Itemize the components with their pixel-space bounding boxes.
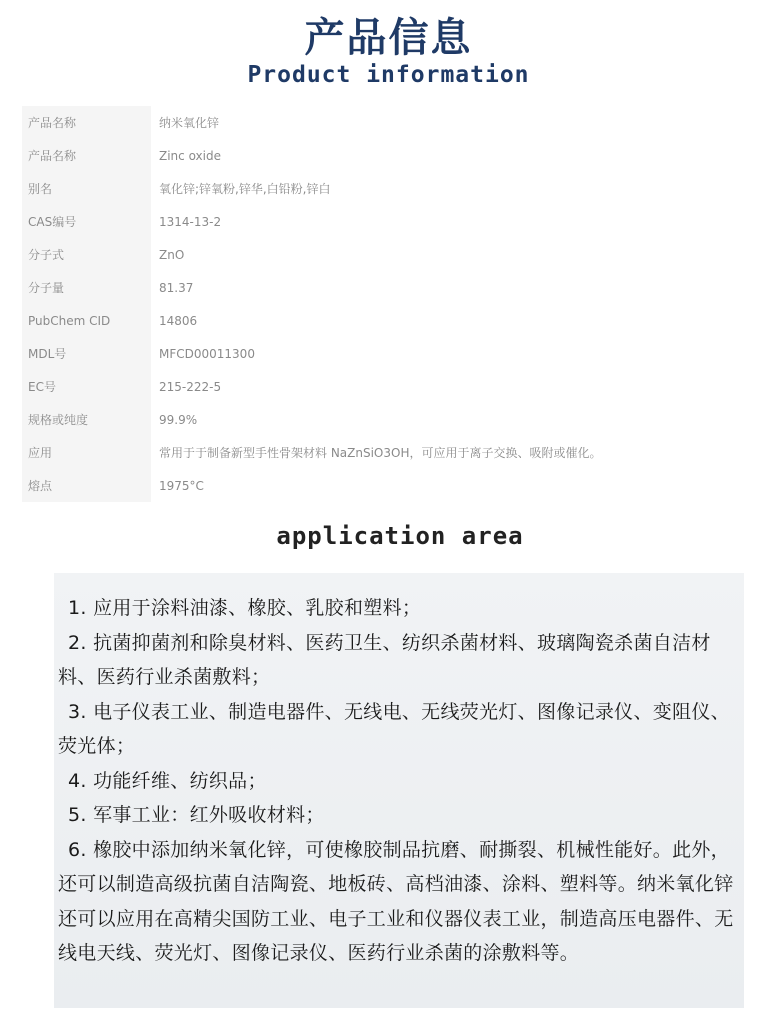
info-row: [22, 139, 755, 172]
info-label: 熔点: [22, 469, 151, 502]
page-title-cn: 产品信息: [304, 15, 473, 61]
info-value: 14806: [159, 313, 198, 328]
info-row: [22, 436, 755, 469]
info-value: MFCD00011300: [159, 346, 255, 361]
info-row: [22, 205, 755, 238]
application-item: 2. 抗菌抑菌剂和除臭材料、医药卫生、纺织杀菌材料、玻璃陶瓷杀菌自洁材料、医药行业杀菌敷料；: [58, 631, 711, 688]
info-label: 产品名称: [22, 139, 151, 172]
product-info-table: [22, 106, 755, 502]
info-value: 常用于于制备新型手性骨架材料 NaZnSiO3OH，可应用于离子交换、吸附或催化。: [159, 446, 602, 460]
info-value: 氧化锌;锌氧粉,锌华,白铅粉,锌白: [159, 182, 331, 196]
info-label: MDL号: [22, 337, 151, 370]
info-label: 分子式: [22, 238, 151, 271]
info-label: EC号: [22, 370, 151, 403]
info-value: 81.37: [159, 280, 194, 295]
info-label: 产品名称: [22, 106, 151, 139]
info-value: 1314-13-2: [159, 214, 222, 229]
info-row: [22, 337, 755, 370]
application-item: 3. 电子仪表工业、制造电器件、无线电、无线荧光灯、图像记录仪、变阻仪、荧光体；: [58, 700, 730, 757]
info-row: [22, 370, 755, 403]
info-row: [22, 106, 755, 139]
application-area-title: application area: [276, 522, 524, 550]
info-row: [22, 172, 755, 205]
info-label: 分子量: [22, 271, 151, 304]
info-label: 应用: [22, 436, 151, 469]
product-info-body: [22, 106, 755, 502]
info-row: [22, 469, 755, 502]
info-row: [22, 271, 755, 304]
info-row: [22, 403, 755, 436]
info-value: 纳米氧化锌: [159, 116, 220, 130]
page-title-en: Product information: [247, 62, 530, 88]
info-value: 1975°C: [159, 478, 204, 493]
info-label: PubChem CID: [22, 304, 151, 337]
info-value: 99.9%: [159, 412, 198, 427]
application-item: 6. 橡胶中添加纳米氧化锌，可使橡胶制品抗磨、耐撕裂、机械性能好。此外，还可以制造高级抗菌自洁陶瓷、地板砖、高档油漆、涂料、塑料等。纳米氧化锌还可以应用在高精尖国防工业、电子工业和仪器仪表工业，制造高压电器件、无线电天线、荧光灯、图像记录仪、医药行业杀菌的涂敷料等。: [58, 838, 734, 964]
info-value: 215-222-5: [159, 379, 222, 394]
application-item: 1. 应用于涂料油漆、橡胶、乳胶和塑料；: [68, 597, 422, 619]
info-row: [22, 238, 755, 271]
application-list: [54, 573, 744, 1008]
header: [0, 14, 777, 88]
application-item: 4. 功能纤维、纺织品；: [68, 769, 267, 792]
info-row: [22, 304, 755, 337]
info-value: ZnO: [159, 247, 185, 262]
info-label: 规格或纯度: [22, 403, 151, 436]
info-value: Zinc oxide: [159, 148, 221, 163]
info-label: CAS编号: [22, 205, 151, 238]
info-label: 别名: [22, 172, 151, 205]
application-item: 5. 军事工业：红外吸收材料；: [68, 804, 325, 826]
